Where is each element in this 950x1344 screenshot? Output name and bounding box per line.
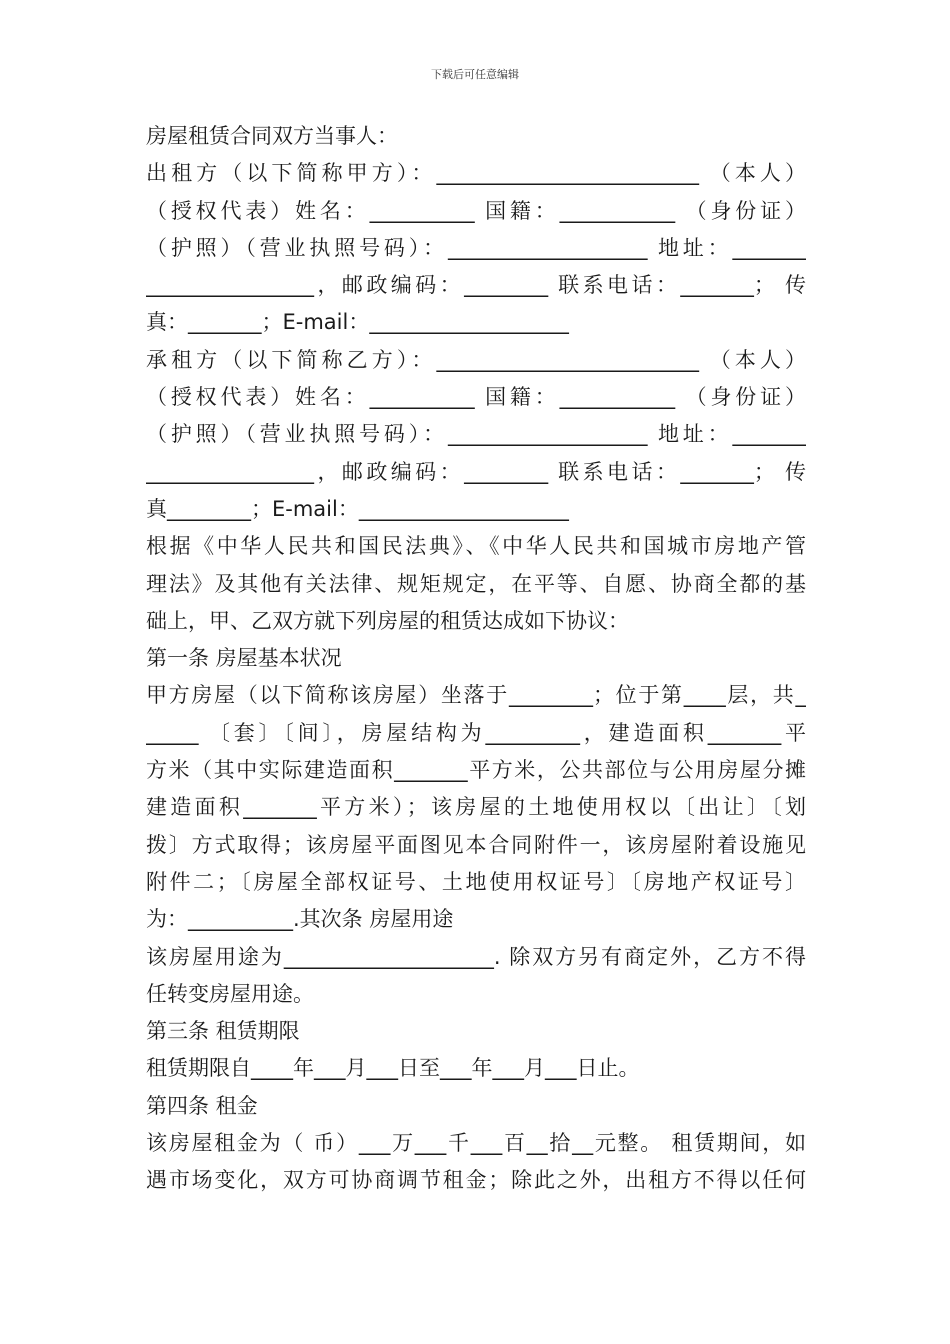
contract-line: 任转变房屋用途。 <box>146 981 314 1006</box>
contract-line: 真________；E-mail：____________________ <box>146 496 569 521</box>
page-header: 下载后可任意编辑 <box>431 68 519 81</box>
contract-line: 该房屋用途为____________________. 除双方另有商定外，乙方不得 <box>146 944 806 969</box>
contract-line: 租赁期限自____年___月___日至___年___月___日止。 <box>146 1056 640 1081</box>
contract-body <box>146 118 806 1200</box>
contract-line: （护照）（营业执照号码）：___________________ 地址：_______ <box>146 422 806 447</box>
contract-line: 第三条 租赁期限 <box>146 1019 300 1044</box>
contract-line: 真：_______；E-mail：___________________ <box>146 310 569 335</box>
contract-line: （护照）（营业执照号码）：___________________ 地址：_______ <box>146 235 806 260</box>
contract-line: 附件二；〔房屋全部权证号、土地使用权证号〕〔房地产权证号〕 <box>146 869 806 894</box>
contract-line: 该房屋租金为（ 币）___万___千___百__拾__元整。 租赁期间，如 <box>146 1131 806 1156</box>
contract-line: 遇市场变化，双方可协商调节租金；除此之外，出租方不得以任何 <box>146 1168 806 1193</box>
contract-line: 理法》及其他有关法律、规矩规定，在平等、自愿、协商全都的基 <box>146 571 806 596</box>
contract-line: 根据《中华人民共和国民法典》、《中华人民共和国城市房地产管 <box>146 534 806 559</box>
contract-line: 承租方（以下简称乙方）：_________________________ （本人） <box>146 347 806 372</box>
contract-line: 甲方房屋（以下简称该房屋）坐落于________；位于第____层，共_ <box>146 683 806 708</box>
contract-line: _____ 〔套〕〔间〕，房屋结构为_________，建造面积_______平 <box>146 720 806 745</box>
contract-line: 第一条 房屋基本状况 <box>146 646 342 671</box>
contract-line: 建造面积_______平方米）；该房屋的土地使用权以〔出让〕〔划 <box>146 795 806 820</box>
contract-line: 出租方（以下简称甲方）：_________________________ （本人） <box>146 161 806 186</box>
contract-line: 方米（其中实际建造面积_______平方米，公共部位与公用房屋分摊 <box>146 758 806 783</box>
contract-line: 第四条 租金 <box>146 1093 258 1118</box>
contract-line: 础上，甲、乙双方就下列房屋的租赁达成如下协议： <box>146 608 629 633</box>
contract-line: （授权代表）姓名：__________ 国籍：___________ （身份证） <box>146 198 806 223</box>
contract-line: ________________，邮政编码：________ 联系电话：_______； 传 <box>146 273 806 298</box>
contract-line: 为：__________.其次条 房屋用途 <box>146 907 454 932</box>
contract-line: ________________，邮政编码：________ 联系电话：_______； 传 <box>146 459 806 484</box>
contract-line: 拨〕方式取得；该房屋平面图见本合同附件一，该房屋附着设施见 <box>146 832 806 857</box>
contract-line: （授权代表）姓名：__________ 国籍：___________ （身份证） <box>146 385 806 410</box>
contract-line: 房屋租赁合同双方当事人： <box>146 124 398 148</box>
